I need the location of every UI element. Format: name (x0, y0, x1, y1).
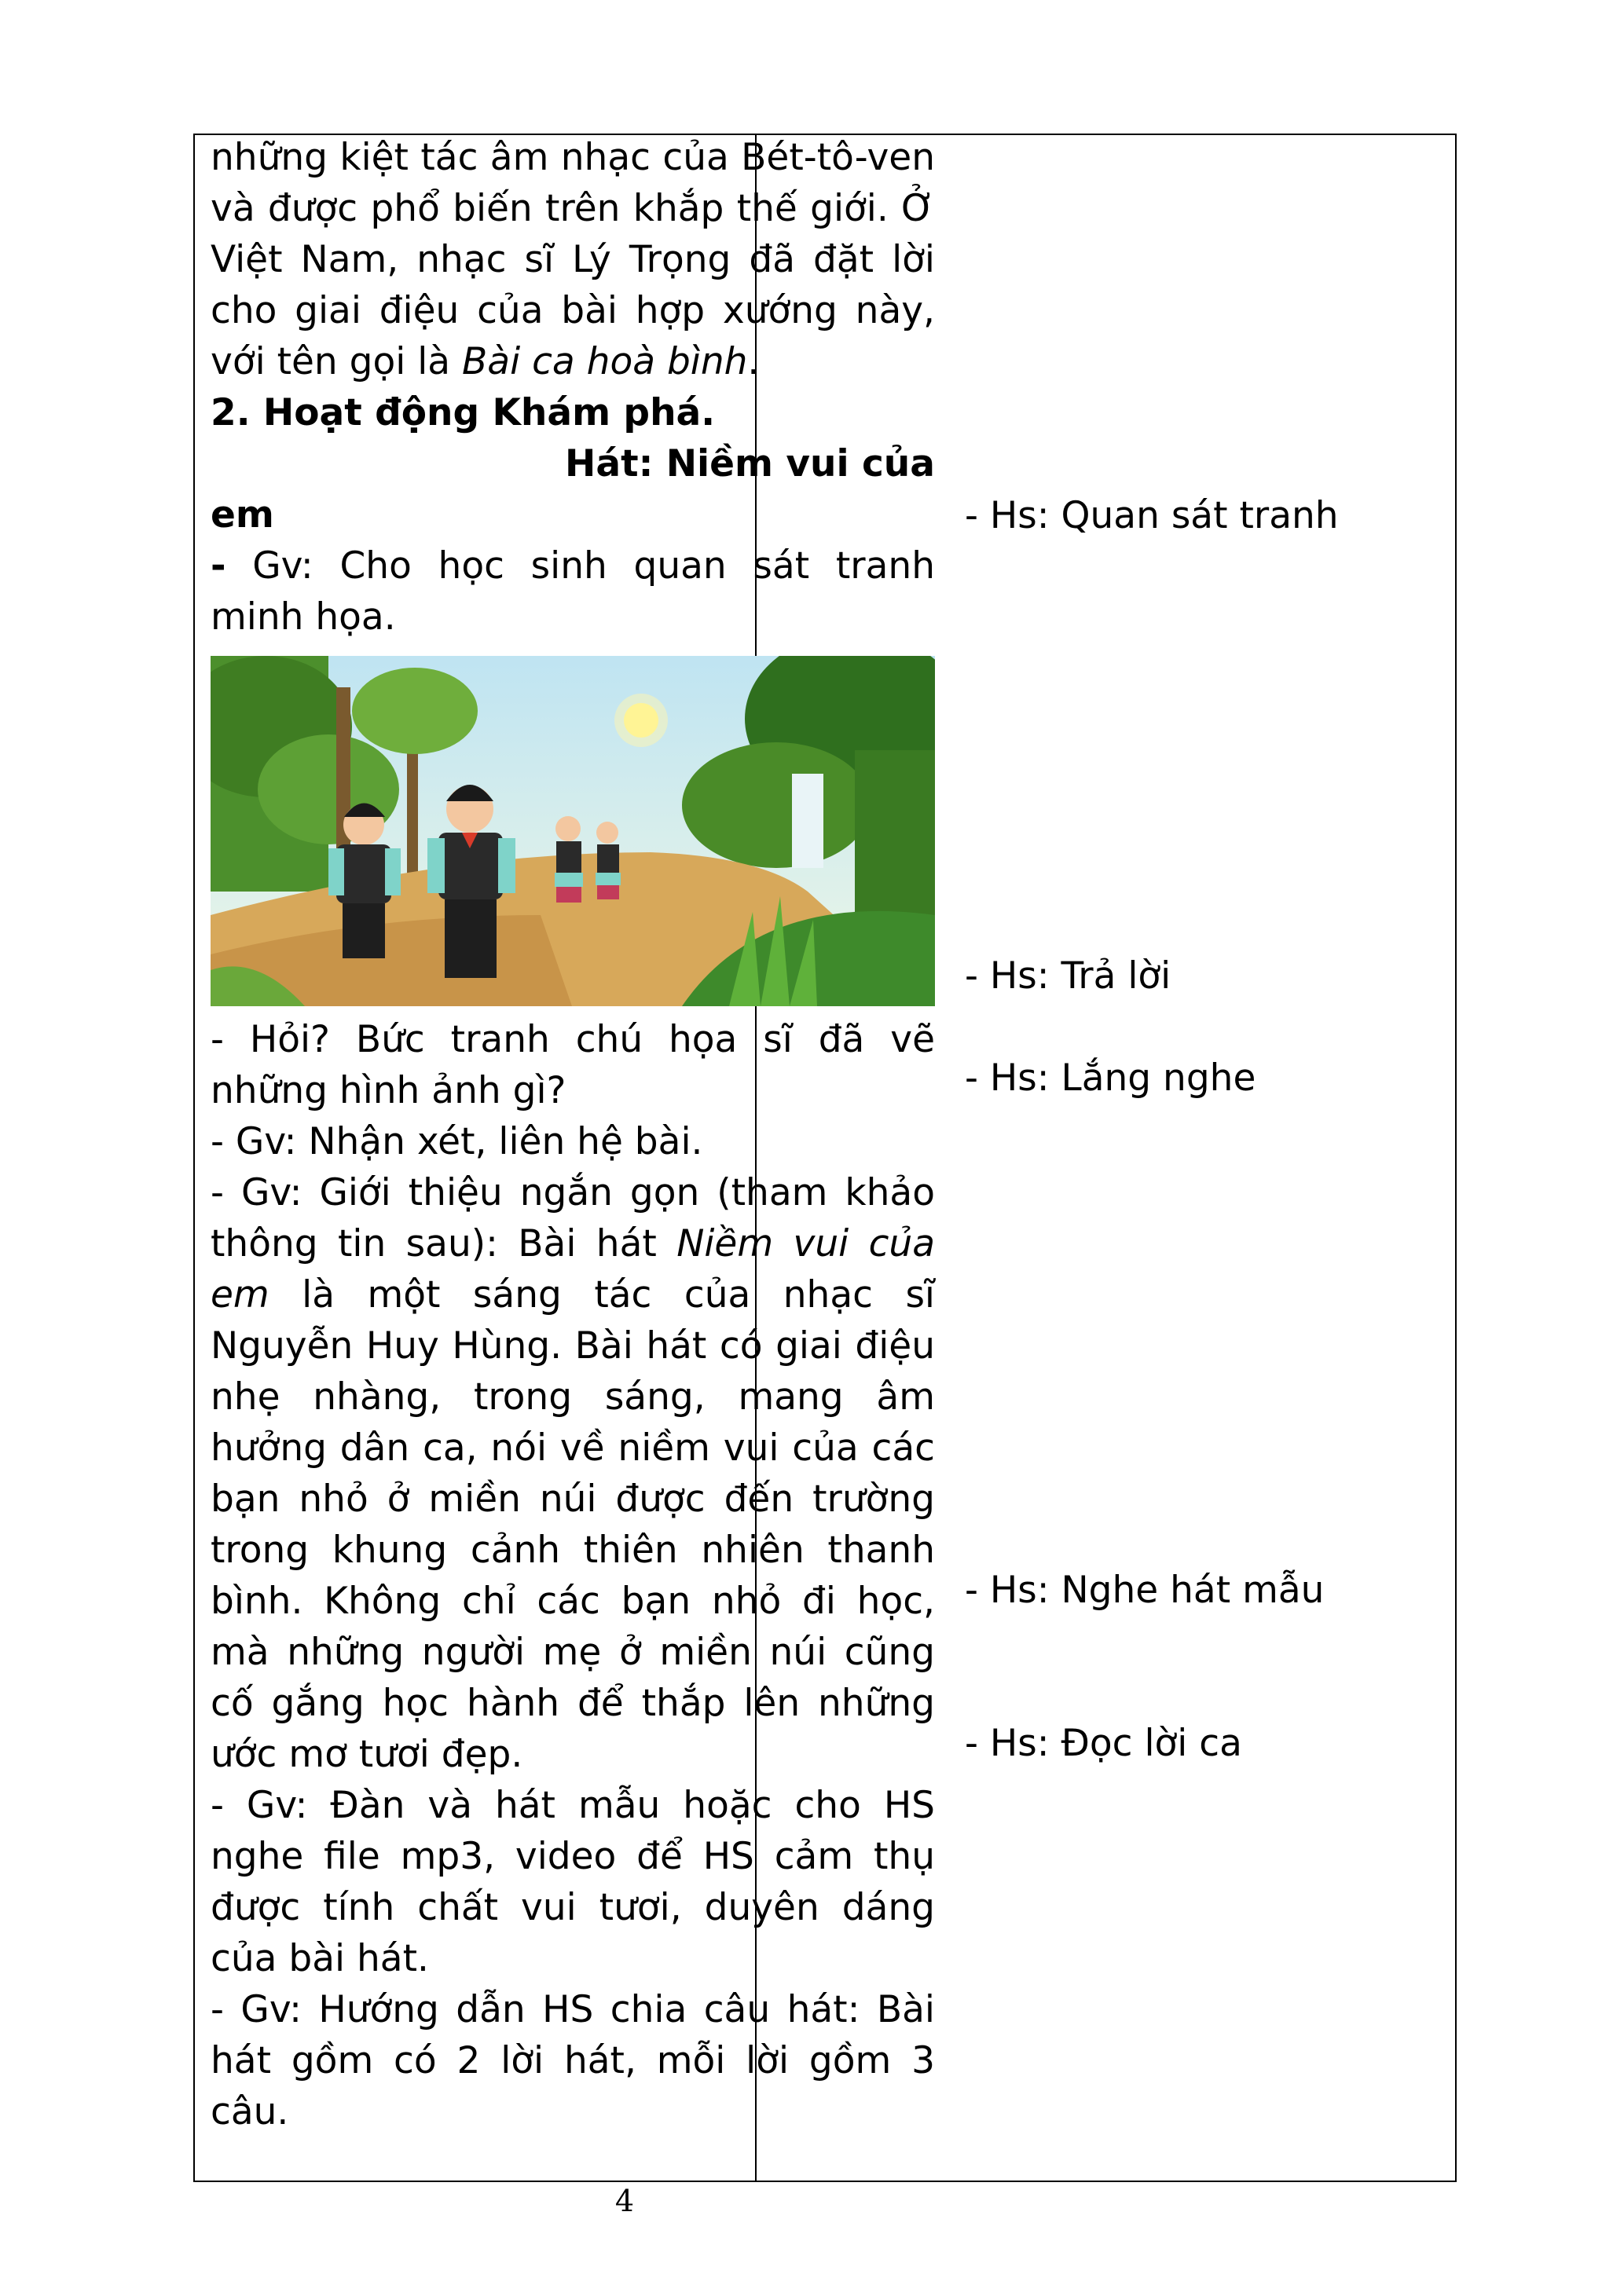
hs-read-lyrics: - Hs: Đọc lời ca (965, 1722, 1242, 1765)
song-intro-text-b: là một sáng tác của nhạc sĩ Nguyễn Huy Hùng. Bài hát có giai điệu nhẹ nhàng, trong sáng, mang âm hưởng dân ca, nói về niềm vui của các bạn nhỏ ở miền núi được đến trường trong khung cảnh thiên nhiên thanh bình. Không chỉ các bạn nhỏ đi học, mà những người mẹ ở miền núi cũng cố gắng học hành để thắp lên những ước mơ tươi đẹp. (211, 1273, 935, 1776)
song-title-niem-vui-cua-em: Niềm vui của em (211, 1222, 935, 1316)
page-number: 4 (614, 2184, 635, 2218)
intro-text: những kiệt tác âm nhạc của Bét-tô-ven và được phổ biến trên khắp thế giới. Ở Việt Nam, nhạc sĩ Lý Trọng đã đặt lời cho giai điệu của bài hợp xướng này, với tên gọi là (211, 136, 935, 383)
hs-listen: - Hs: Lắng nghe (965, 1056, 1256, 1100)
song-subheading-cont: em (211, 493, 274, 536)
remark-paragraph: - Gv: Nhận xét, liên hệ bài. (211, 1120, 703, 1163)
divide-phrases-paragraph: - Gv: Hướng dẫn HS chia câu hát: Bài hát gồm có 2 lời hát, mỗi lời gồm 3 câu. (211, 1988, 935, 2133)
song-introduction-paragraph (211, 1167, 935, 1780)
song-title-bai-ca-hoa-binh: Bài ca hoà bình (462, 340, 748, 383)
hs-answer: - Hs: Trả lời (965, 954, 1171, 998)
gv-observe-instruction (211, 540, 935, 643)
intro-period: . (747, 340, 760, 383)
song-subheading: Hát: Niềm vui của (565, 442, 935, 485)
section-heading: 2. Hoạt động Khám phá. (211, 391, 716, 434)
illustration-image (211, 656, 935, 1006)
sing-sample-paragraph: - Gv: Đàn và hát mẫu hoặc cho HS nghe file mp3, video để HS cảm thụ được tính chất vui tươi, duyên dáng của bài hát. (211, 1784, 935, 1980)
question-paragraph: - Hỏi? Bức tranh chú họa sĩ đã vẽ những hình ảnh gì? (211, 1018, 935, 1112)
hs-listen-sample: - Hs: Nghe hát mẫu (965, 1569, 1325, 1612)
intro-paragraph (211, 132, 935, 387)
hs-observe: - Hs: Quan sát tranh (965, 494, 1339, 537)
bullet-dash: - (211, 544, 226, 588)
gv-observe-text: Gv: Cho học sinh quan sát tranh minh họa. (211, 544, 935, 639)
song-intro-text-a: - Gv: Giới thiệu ngắn gọn (tham khảo thông tin sau): Bài hát (211, 1171, 935, 1265)
teacher-activities-column (211, 132, 935, 2137)
